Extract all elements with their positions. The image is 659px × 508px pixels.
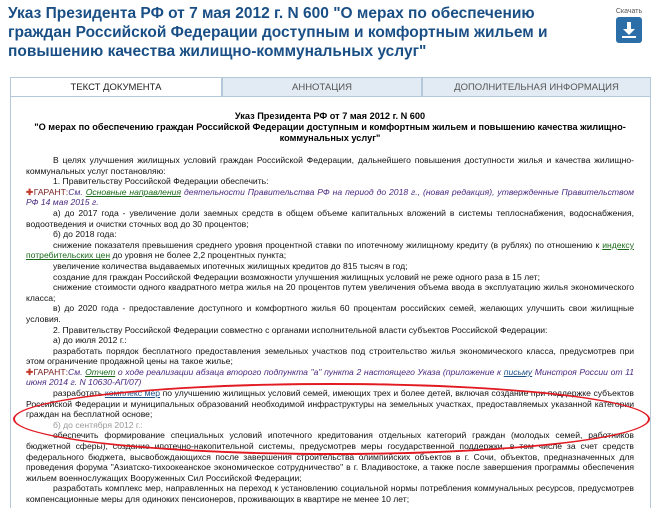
paragraph-1b-1: снижение показателя превышения среднего уровня процентной ставки по ипотечному жилищному кредиту (в рублях) по отношению к индексу потребительских цен до уровня не более 2,2 процентных пункта; — [26, 239, 634, 261]
link-complex-measures[interactable]: комплекс мер — [104, 388, 161, 399]
intro-paragraph: В целях улучшения жилищных условий граждан Российской Федерации, дальнейшего повышения доступности жилья и качества жилищно-коммунальных услуг постановляю: — [26, 155, 634, 176]
document-heading — [26, 111, 634, 144]
paragraph-1a: а) до 2017 года - увеличение доли заемных средств в общем объеме капитальных вложений в системы теплоснабжения, водоснабжения, водоотведения и очистки сточных вод до 30 процентов; — [26, 207, 634, 229]
download-label: Скачать — [615, 8, 643, 15]
paragraph-2b-2: разработать комплекс мер, направленных на переход к установлению социальной нормы потребления коммунальных ресурсов, предусмотрев компенсационные меры для одиноких пенсионеров, проживающих в квартире не менее 10 лет; — [26, 483, 634, 504]
paragraph-1b-4: снижение стоимости одного квадратного метра жилья на 20 процентов путем увеличения объема ввода в эксплуатацию жилья экономического класса; — [26, 282, 634, 303]
paragraph-2b: б) до сентября 2012 г.: — [53, 419, 143, 430]
document-tabs — [10, 77, 651, 97]
paragraph-1b-2: увеличение количества выдаваемых ипотечных жилищных кредитов до 815 тысяч в год; — [53, 260, 408, 271]
garant-note-1: ✚ГАРАНТ:См. Основные направления деятельности Правительства РФ на период до 2018 г., (новая редакция), утвержденные Правительством РФ 14 мая 2015 г. — [26, 186, 635, 208]
paragraph-2a: а) до июля 2012 г.: — [53, 335, 127, 346]
tab-document-text[interactable]: ТЕКСТ ДОКУМЕНТА — [10, 77, 222, 97]
document-body — [26, 111, 634, 505]
download-button[interactable] — [612, 8, 646, 43]
garant-label: ГАРАНТ: — [33, 186, 69, 197]
paragraph-2b-1: обеспечить формирование специальных условий ипотечного кредитования отдельных категорий граждан (молодых семей, работников бюджетной сферы), создание ипотечно-накопительной системы, предусмотрев меры государственной поддержки, в том числе за счет средств федерального бюджета, высвобождающихся после завершения строительства олимпийских объектов в г. Сочи, объектов, предназначенных для проведения форума "Азиатско-тихоокеанское экономическое сотрудничество" в г. Владивостоке, а также после завершения программы обеспечения жильем военнослужащих Вооруженных Сил Российской Федерации; — [26, 430, 634, 483]
paragraph-1b-3: создание для граждан Российской Федерации возможности улучшения жилищных условий не реже одного раза в 15 лет; — [53, 271, 540, 282]
tab-annotation[interactable]: АННОТАЦИЯ — [222, 77, 422, 97]
paragraph-1b: б) до 2018 года: — [53, 229, 117, 240]
page-title: Указ Президента РФ от 7 мая 2012 г. N 600 "О мерах по обеспечению граждан Российской Федерации доступным и комфортным жильем и повышению качества жилищно-коммунальных услуг" — [8, 5, 548, 60]
document-heading-line2: "О мерах по обеспечению граждан Российской Федерации доступным и комфортным жильем и повышению качества жилищно-коммунальных услуг" — [34, 122, 626, 143]
paragraph-1: 1. Правительству Российской Федерации обеспечить: — [53, 176, 269, 187]
garant-link-main-directions[interactable]: Основные направления — [85, 186, 182, 197]
garant-icon: ✚ — [26, 186, 34, 197]
garant-icon: ✚ — [26, 366, 34, 377]
link-cpi[interactable]: индексу потребительских цен — [26, 239, 634, 261]
paragraph-2: 2. Правительству Российской Федерации совместно с органами исполнительной власти субъектов Российской Федерации: — [53, 324, 548, 335]
download-icon[interactable] — [616, 17, 642, 43]
garant-link-report[interactable]: Отчет — [85, 366, 116, 377]
paragraph-1v: в) до 2020 года - предоставление доступного и комфортного жилья 60 процентам российских семей, желающих улучшить свои жилищные условия. — [26, 303, 634, 324]
garant-link-letter[interactable]: письму — [503, 366, 533, 377]
paragraph-2a-2: разработать комплекс мер по улучшению жилищных условий семей, имеющих трех и более детей, включая создание при поддержке субъектов Российской Федерации и муниципальных образований необходимой инфраструктуры на земельных участках, предоставляемых указанной категории граждан на бесплатной основе; — [26, 388, 634, 420]
paragraph-2a-1: разработать порядок бесплатного предоставления земельных участков под строительство жилья экономического класса, предусмотрев при этом ограничение продажной цены на такое жилье; — [26, 345, 634, 367]
document-heading-line1: Указ Президента РФ от 7 мая 2012 г. N 600 — [234, 111, 426, 121]
tab-additional-info[interactable]: ДОПОЛНИТЕЛЬНАЯ ИНФОРМАЦИЯ — [422, 77, 651, 97]
garant-note-2: ✚ГАРАНТ:См. Отчет о ходе реализации абзаца второго подпункта "а" пункта 2 настоящего Указа (приложение к письму Минстроя России от 11 июня 2014 г. N 10630-АП/07) — [26, 366, 635, 388]
